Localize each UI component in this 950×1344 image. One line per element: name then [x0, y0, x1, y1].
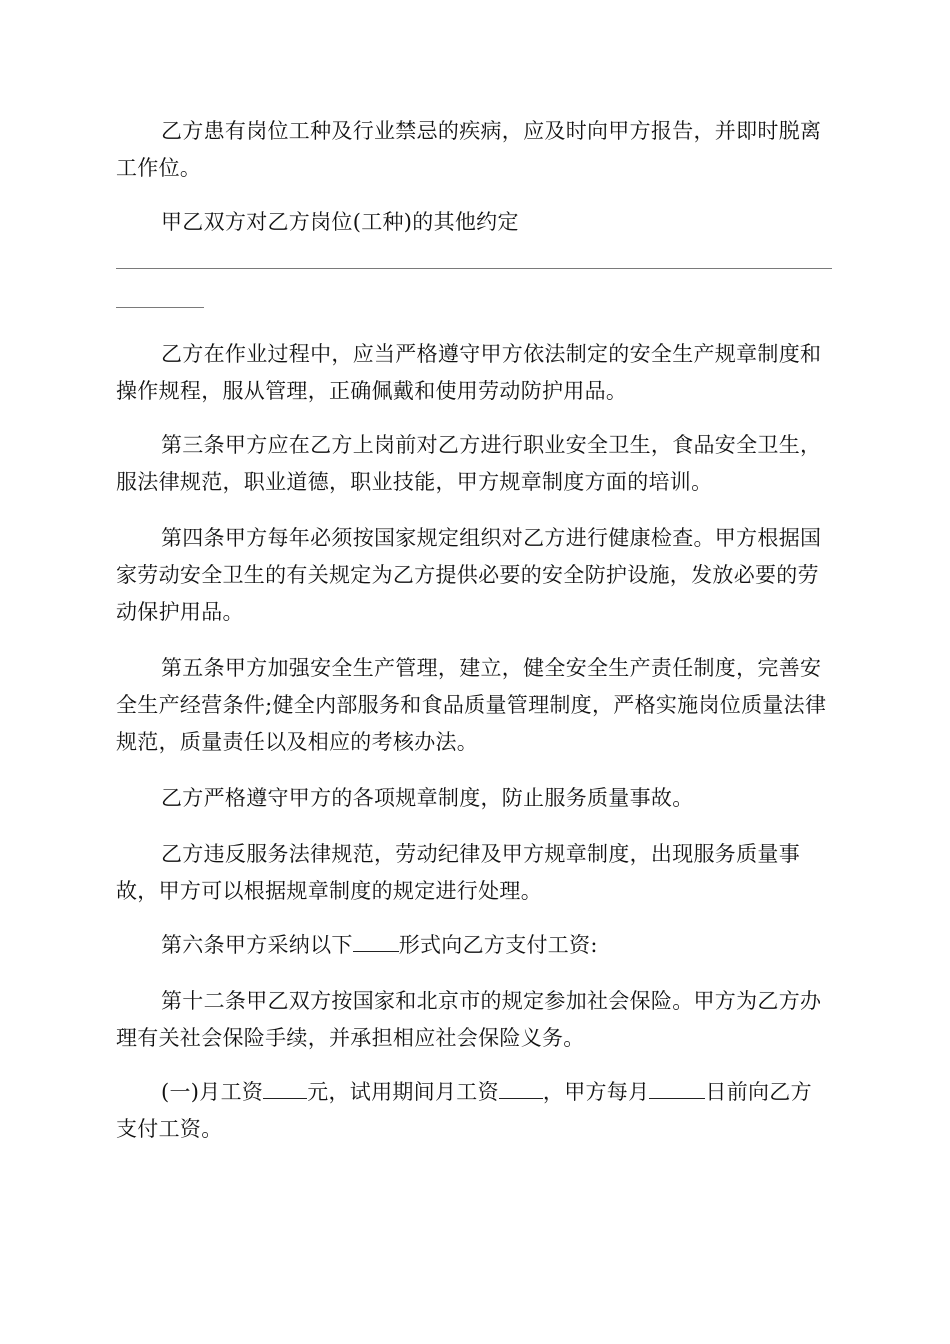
- paragraph-monthly-wage: [116, 1074, 832, 1148]
- article-6-text-end: 形式向乙方支付工资:: [398, 933, 598, 957]
- paragraph-safety-rules: 乙方在作业过程中，应当严格遵守甲方依法制定的安全生产规章制度和操作规程，服从管理，正确佩戴和使用劳动防护用品。: [116, 342, 822, 403]
- wage-text-3: ，甲方每月: [542, 1080, 650, 1104]
- monthly-wage-blank: [263, 1080, 307, 1099]
- fill-in-line-long: [116, 268, 832, 269]
- paragraph-comply-rules: 乙方严格遵守甲方的各项规章制度，防止服务质量事故。: [161, 786, 694, 810]
- article-6-text-start: 第六条甲方采纳以下: [161, 933, 353, 957]
- paragraph-other-agreements: 甲乙双方对乙方岗位(工种)的其他约定: [161, 210, 519, 234]
- pay-day-blank: [649, 1080, 705, 1099]
- fill-in-line-short: [116, 307, 204, 308]
- paragraph-occupational-disease: 乙方患有岗位工种及行业禁忌的疾病，应及时向甲方报告，并即时脱离工作位。: [116, 119, 822, 180]
- paragraph-article-12: 第十二条甲乙双方按国家和北京市的规定参加社会保险。甲方为乙方办理有关社会保险手续，并承担相应社会保险义务。: [116, 989, 822, 1050]
- wage-text-2: 元，试用期间月工资: [307, 1080, 499, 1104]
- paragraph-violations: 乙方违反服务法律规范，劳动纪律及甲方规章制度，出现服务质量事故，甲方可以根据规章制度的规定进行处理。: [116, 842, 800, 903]
- paragraph-article-5: 第五条甲方加强安全生产管理，建立，健全安全生产责任制度，完善安全生产经营条件;健全内部服务和食品质量管理制度，严格实施岗位质量法律规范，质量责任以及相应的考核办法。: [116, 656, 827, 754]
- paragraph-article-3: 第三条甲方应在乙方上岗前对乙方进行职业安全卫生，食品安全卫生，服法律规范，职业道德，职业技能，甲方规章制度方面的培训。: [116, 433, 822, 494]
- paragraph-article-4: 第四条甲方每年必须按国家规定组织对乙方进行健康检查。甲方根据国家劳动安全卫生的有关规定为乙方提供必要的安全防护设施，发放必要的劳动保护用品。: [116, 526, 822, 624]
- probation-wage-blank: [499, 1080, 543, 1099]
- paragraph-article-6: [116, 927, 832, 964]
- payment-form-blank: [353, 933, 399, 952]
- wage-text-4: 日前向乙方支付工资。: [116, 1080, 812, 1141]
- wage-text-1: (一)月工资: [161, 1080, 264, 1104]
